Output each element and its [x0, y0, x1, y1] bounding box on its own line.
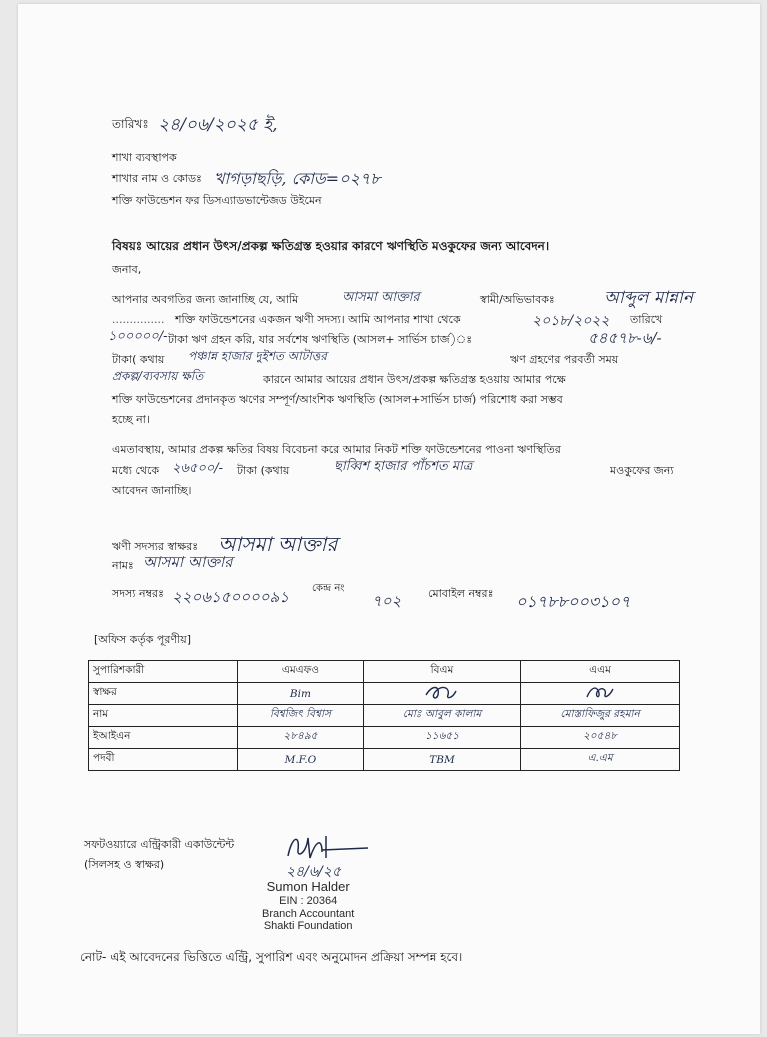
member-name-hw: আসমা আক্তার [143, 553, 233, 571]
table-header-row [89, 661, 680, 683]
loan-amount-hw: ১০০০০০/- [108, 329, 168, 344]
para1-line5-a: কারনে আমার আয়ের প্রধান উৎস/প্রকল্প ক্ষতিগ্রস্ত হওয়ায় আমার পক্ষে [263, 373, 566, 386]
stamp-organization: Shakti Foundation [263, 920, 353, 933]
balance-words-hw: পঞ্চান্ন হাজার দুইশত আটাত্তর [188, 349, 327, 363]
member-name-label: নামঃ [112, 559, 134, 572]
table-row-label: নাম [89, 705, 238, 727]
para1-line4-a: টাকা( কথায় [112, 353, 165, 366]
accountant-stamp [262, 880, 354, 933]
para1-line2-dots: ............... [112, 313, 165, 326]
bm-signature [363, 683, 520, 705]
signature-scribble [583, 683, 617, 701]
loan-date-hw: ২০১৮/২০২২ [532, 313, 610, 329]
branch-name-value: খাগড়াছড়ি, কোড=০২৭৮ [214, 169, 381, 188]
mobile-number-label: মোবাইল নম্বরঃ [428, 587, 494, 600]
member-number-hw: ২২০৬১৫০০০০৯১ [172, 588, 289, 606]
para1-line2-a: শক্তি ফাউন্ডেশনের একজন ঋণী সদস্য। আমি আপনার শাখা থেকে [175, 313, 461, 326]
am-signature [521, 683, 680, 705]
member-number-label: সদস্য নম্বরঃ [112, 587, 164, 600]
branch-name-label: শাখার নাম ও কোডঃ [112, 172, 202, 185]
accountant-label: সফটওয়্যারে এন্ট্রিকারী একাউন্টেন্ট [84, 838, 235, 851]
table-header-cell: বিএম [363, 661, 520, 683]
bm-name: মোঃ আবুল কালাম [363, 705, 520, 727]
date-value: ২৪/০৬/২০২৫ ই, [158, 115, 278, 135]
table-row [89, 727, 680, 749]
table-row-label: স্বাক্ষর [89, 683, 238, 705]
accountant-sub-label: (সিলসহ ও স্বাক্ষর) [84, 858, 165, 871]
center-number-label: কেন্দ্র নং [312, 583, 345, 594]
signature-scribble [422, 683, 462, 701]
para2-line3: আবেদন জানাচ্ছি। [112, 484, 192, 497]
approval-table [88, 660, 680, 771]
table-row-label: ইআইএন [89, 727, 238, 749]
stamp-name: Sumon Halder [266, 879, 350, 894]
addressee-designation: শাখা ব্যবস্থাপক [112, 151, 177, 164]
table-row [89, 749, 680, 771]
bm-ein: ১১৬৫১ [363, 727, 520, 749]
para1-line1-b: স্বামী/অভিভাবকঃ [480, 293, 555, 306]
table-header-cell: এমএফও [238, 661, 364, 683]
date-label: তারিখঃ [112, 117, 149, 131]
am-ein: ২০৫৪৮ [521, 727, 680, 749]
para1-line7: হচ্ছে না। [112, 413, 150, 426]
para2-line2-c: মওকুফের জন্য [610, 464, 674, 477]
stamp-ein: EIN : 20364 [279, 894, 338, 907]
para2-line2-a: মধ্যে থেকে [112, 464, 160, 477]
salutation: জনাব, [112, 263, 142, 276]
table-row-label: পদবী [89, 749, 238, 771]
para2-line1: এমতাবস্থায়, আমার প্রকল্প ক্ষতির বিষয় বিবেচনা করে আমার নিকট শক্তি ফাউন্ডেশনের পাওনা ঋণস্থিতির [112, 443, 561, 456]
waiver-amount-hw: ২৬৫০০/- [172, 461, 224, 476]
para2-line2-b: টাকা (কথায় [237, 464, 290, 477]
organization-name: শক্তি ফাউন্ডেশন ফর ডিসএ্যাডভান্টেজড উইমেন [112, 194, 322, 207]
para1-line1-a: আপনার অবগতির জন্য জানাচ্ছি যে, আমি [112, 293, 299, 306]
table-row [89, 705, 680, 727]
member-signature-label: ঋণী সদস্যর স্বাক্ষরঃ [112, 540, 199, 553]
loss-reason-hw: প্রকল্প/ব্যবসায় ক্ষতি [112, 369, 204, 383]
am-designation: এ.এম [521, 749, 680, 771]
para1-line6: শক্তি ফাউন্ডেশনের প্রদানকৃত ঋণের সম্পূর্ণ/আংশিক ঋণস্থিতি (আসল+সার্ভিস চার্জ) পরিশোধ করা সম্ভব [112, 393, 563, 406]
table-header-cell: সুপারিশকারী [89, 661, 238, 683]
bm-designation: TBM [363, 749, 520, 771]
footer-note: নোট- এই আবেদনের ভিত্তিতে এন্ট্রি, সুপারিশ এবং অনুমোদন প্রক্রিয়া সম্পন্ন হবে। [80, 950, 463, 964]
office-use-note: [অফিস কর্তৃক পূরণীয়] [94, 633, 191, 646]
table-header-cell: এএম [521, 661, 680, 683]
am-name: মোস্তাফিজুর রহমান [521, 705, 680, 727]
accountant-sign-date: ২৪/৬/২৫ [286, 864, 341, 880]
table-row [89, 683, 680, 705]
subject-line: বিষয়ঃ আয়ের প্রধান উৎস/প্রকল্প ক্ষতিগ্রস্ত হওয়ার কারণে ঋণস্থিতি মওকুফের জন্য আবেদন। [112, 239, 550, 253]
para1-line3-a: টাকা ঋণ গ্রহন করি, যার সর্বশেষ ঋণস্থিতি (আসল+ সার্ভিস চার্জ)ঃ [168, 333, 473, 346]
accountant-signature [282, 830, 372, 864]
applicant-name-hw: আসমা আক্তার [342, 290, 420, 305]
mfo-designation: M.F.O [238, 749, 364, 771]
mfo-signature: Bim [238, 683, 364, 705]
stamp-title: Branch Accountant [262, 907, 355, 920]
mfo-ein: ২৮৪৯৫ [238, 727, 364, 749]
para1-line2-b: তারিখে [630, 313, 663, 326]
para1-line4-b: ঋণ গ্রহণের পরবর্তী সময় [510, 353, 619, 366]
mobile-number-hw: ০১৭৮৮০০৩১০৭ [516, 592, 631, 611]
mfo-name: বিশ্বজিৎ বিশ্বাস [238, 705, 364, 727]
center-number-hw: ৭০২ [372, 592, 402, 610]
guardian-name-hw: আব্দুল মান্নান [604, 288, 693, 308]
balance-amount-hw: ৫৪৫৭৮-৬/- [588, 329, 662, 347]
member-signature-hw: আসমা আক্তার [218, 532, 338, 556]
waiver-words-hw: ছাব্বিশ হাজার পাঁচশত মাত্র [334, 459, 473, 474]
